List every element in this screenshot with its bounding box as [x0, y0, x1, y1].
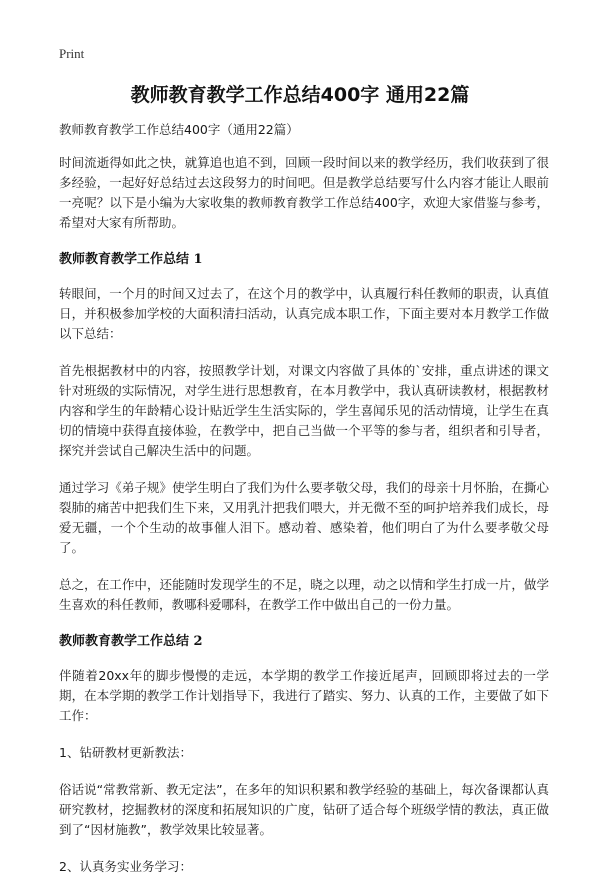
list-item-heading: 1、钻研教材更新教法： [59, 745, 192, 760]
paragraph: 总之，在工作中，还能随时发现学生的不足，晓之以理，动之以情和学生打成一片，做学生喜欢的科任教师，教哪科爱哪科，在教学工作中做出自己的一份力量。 [59, 577, 549, 612]
page-title: 教师教育教学工作总结400字 通用22篇 [130, 84, 470, 106]
section-heading-2: 教师教育教学工作总结 2 [59, 634, 203, 649]
article-body [59, 120, 549, 894]
paragraph: 首先根据教材中的内容，按照教学计划，对课文内容做了具体的`安排，重点讲述的课文针对班级的实际情况，对学生进行思想教育，在本月教学中，我认真研读教材，根据教材内容和学生的年龄精心设计贴近学生生活实际的，学生喜闻乐见的活动情境，让学生在真切的情境中获得直接体验，在教学中，把自己当做一个平等的参与者，组织者和引导者，探究并尝试自己解决生活中的问题。 [59, 363, 549, 458]
paragraph: 俗话说“常教常新、教无定法”，在多年的知识积累和教学经验的基础上，每次备课都认真研究教材，挖掘教材的深度和拓展知识的广度，钻研了适合每个班级学情的教法，真正做到了“因材施教”，教学效果比较显著。 [59, 782, 549, 837]
paragraph: 通过学习《弟子规》使学生明白了我们为什么要孝敬父母，我们的母亲十月怀胎，在撕心裂肺的痛苦中把我们生下来，又用乳汁把我们喂大，并无微不至的呵护培养我们成长，母爱无疆，一个个生动的故事催人泪下。感动着、感染着，他们明白了为什么要孝敬父母了。 [59, 480, 549, 555]
paragraph: 伴随着20xx年的脚步慢慢的走远，本学期的教学工作接近尾声，回顾即将过去的一学期，在本学期的教学工作计划指导下，我进行了踏实、努力、认真的工作，主要做了如下工作： [59, 668, 549, 723]
article-subtitle: 教师教育教学工作总结400字（通用22篇） [59, 122, 299, 137]
list-item-heading: 2、认真务实业务学习： [59, 859, 192, 874]
paragraph: 转眼间，一个月的时间又过去了，在这个月的教学中，认真履行科任教师的职责，认真值日，并积极参加学校的大面积清扫活动，认真完成本职工作，下面主要对本月教学工作做以下总结： [59, 286, 549, 341]
print-link[interactable]: Print [59, 46, 85, 61]
intro-paragraph: 时间流逝得如此之快，就算追也追不到，回顾一段时间以来的教学经历，我们收获到了很多经验，一起好好总结过去这段努力的时间吧。但是教学总结要写什么内容才能让人眼前一亮呢？以下是小编为大家收集的教师教育教学工作总结400字，欢迎大家借鉴与参考，希望对大家有所帮助。 [59, 155, 549, 230]
section-heading-1: 教师教育教学工作总结 1 [59, 252, 203, 267]
